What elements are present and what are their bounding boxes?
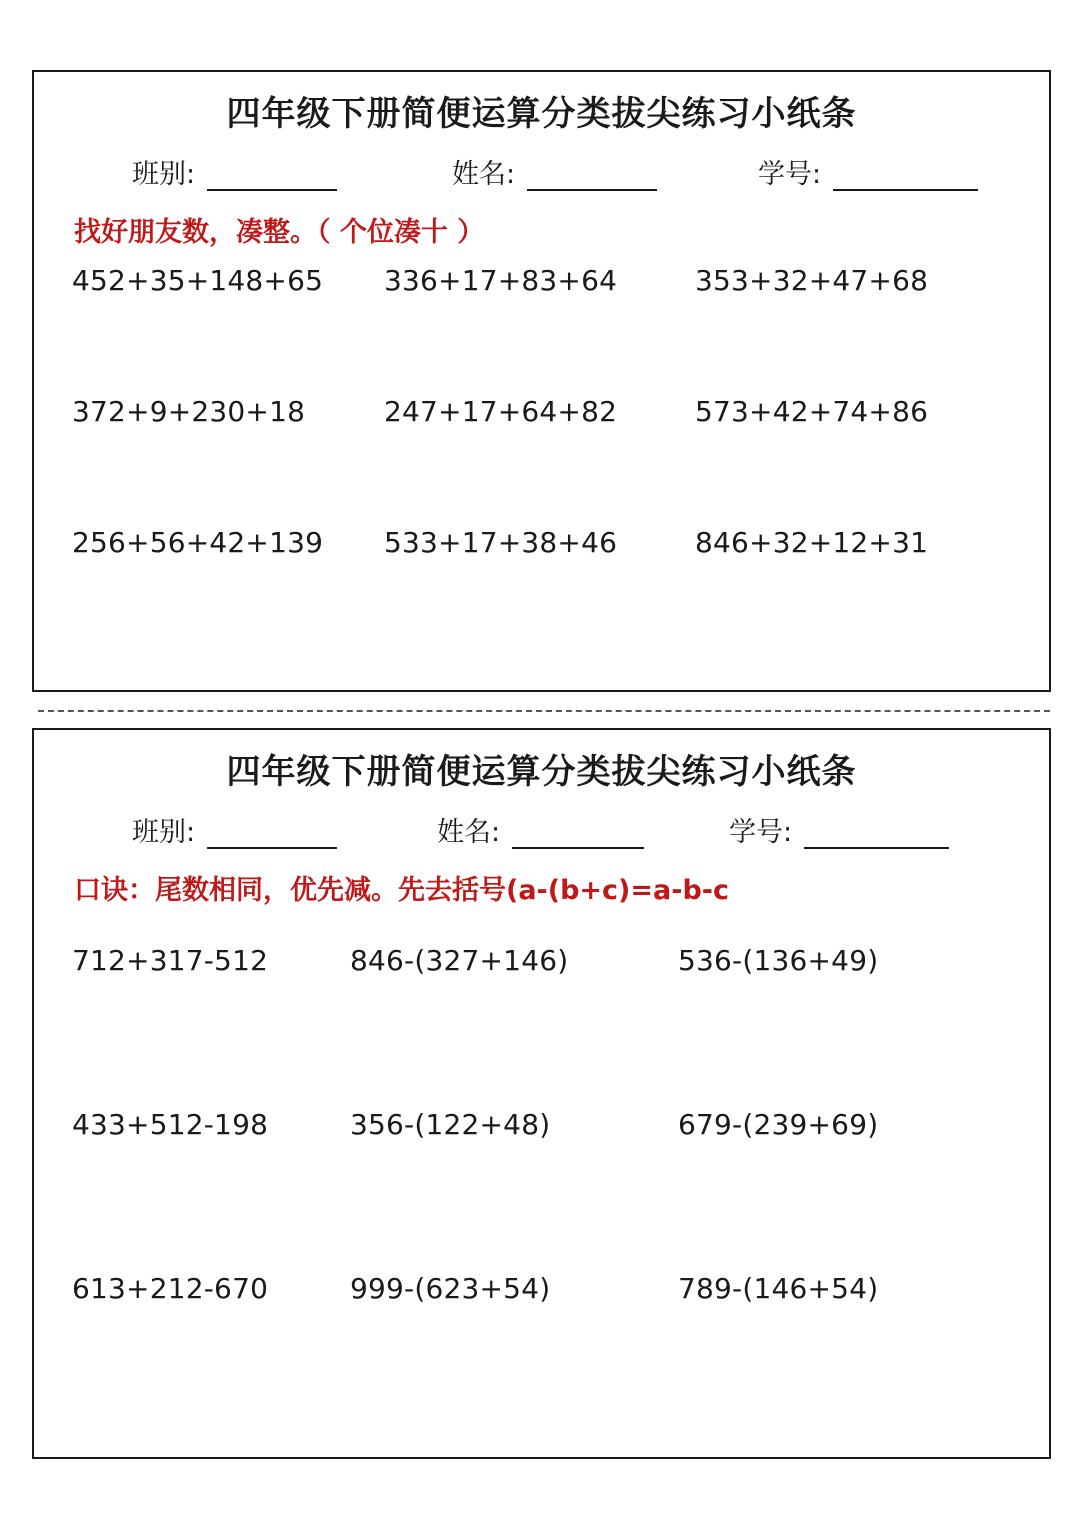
problem: 533+17+38+46 [384, 526, 618, 559]
id-label: 学号: [729, 817, 793, 848]
problem: 789-(146+54) [678, 1272, 879, 1305]
problem: 846+32+12+31 [695, 526, 929, 559]
worksheet-card-1 [32, 70, 1051, 692]
problem: 372+9+230+18 [72, 395, 306, 428]
problem: 247+17+64+82 [384, 395, 618, 428]
problem: 999-(623+54) [350, 1272, 551, 1305]
problem: 336+17+83+64 [384, 264, 618, 297]
class-field [132, 810, 337, 849]
problem: 356-(122+48) [350, 1108, 551, 1141]
problem: 679-(239+69) [678, 1108, 879, 1141]
problem: 433+512-198 [72, 1108, 269, 1141]
class-blank-line [207, 821, 337, 849]
class-blank-line [207, 163, 337, 191]
name-blank-line [512, 821, 644, 849]
problem: 712+317-512 [72, 944, 269, 977]
id-field [729, 810, 949, 849]
class-field [132, 152, 337, 191]
id-field [758, 152, 978, 191]
problem: 256+56+42+139 [72, 526, 324, 559]
id-label: 学号: [758, 159, 822, 190]
instruction-text: 口诀：尾数相同，优先减。先去括号(a-(b+c)=a-b-c [74, 875, 729, 906]
worksheet-card-2 [32, 728, 1051, 1459]
problem: 353+32+47+68 [695, 264, 929, 297]
card-title: 四年级下册简便运算分类拔尖练习小纸条 [226, 94, 857, 134]
id-blank-line [804, 821, 949, 849]
problem: 452+35+148+65 [72, 264, 324, 297]
problem: 613+212-670 [72, 1272, 269, 1305]
id-blank-line [833, 163, 978, 191]
cut-line-divider [38, 710, 1050, 712]
problem: 846-(327+146) [350, 944, 569, 977]
class-label: 班别: [132, 159, 196, 190]
class-label: 班别: [132, 817, 196, 848]
name-blank-line [527, 163, 657, 191]
name-field [452, 152, 657, 191]
name-field [437, 810, 644, 849]
card-title: 四年级下册简便运算分类拔尖练习小纸条 [226, 752, 857, 792]
problem: 573+42+74+86 [695, 395, 929, 428]
name-label: 姓名: [452, 159, 516, 190]
name-label: 姓名: [437, 817, 501, 848]
instruction-text: 找好朋友数，凑整。（ 个位凑十 ） [74, 217, 485, 248]
problem: 536-(136+49) [678, 944, 879, 977]
